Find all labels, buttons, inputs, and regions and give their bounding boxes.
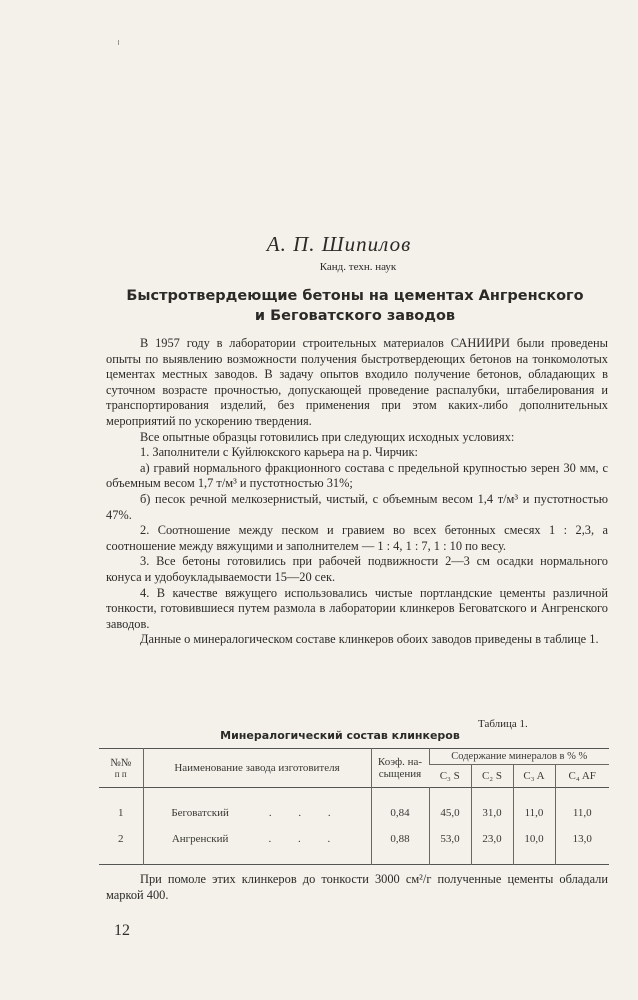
- paragraph-conditions: Все опытные образцы готовились при следующих исходных условиях:: [140, 429, 515, 444]
- paragraph-item-1b: б) песок речной мелкозернистый, чистый, с объемным весом 1,4 т/м³ и пустотностью 47%.: [106, 491, 608, 522]
- header-coefficient: Коэф. на- сыщения: [371, 749, 429, 788]
- header-c3s: C₃ S: [439, 770, 460, 782]
- plant-name: Беговатский: [171, 807, 229, 819]
- paragraph-item-4: 4. В качестве вяжущего использовались чистые портландские цементы различной тонкости, готовившиеся путем размола в лаборатории клинкеров Беговатского и Ангренского заводов.: [106, 585, 608, 631]
- paragraph-intro: В 1957 году в лаборатории строительных материалов САНИИРИ были проведены опыты по выявлению возможности получения быстротвердеющих бетонов на тонкомолотых цементах местных заводов. В задачу опытов входило получение бетонов, обладающих в суточном возрасте прочностью, допускающей проведение распалубки, штабелирования и транспортирования изделий, без применения при этом каких-либо дополнительных мероприятий по ускорению твердения.: [106, 336, 608, 428]
- paragraph-item-1a: а) гравий нормального фракционного состава с предельной крупностью зерен 30 мм, с объемным весом 1,7 т/м³ и пустотностью 31%;: [106, 460, 608, 491]
- header-number: №№ п п: [110, 757, 132, 779]
- author-name: А. П. Шипилов: [266, 232, 412, 256]
- title-line-1: Быстротвердеющие бетоны на цементах Ангренского: [126, 288, 584, 304]
- article-title: [100, 286, 610, 326]
- author-degree: Канд. техн. наук: [319, 261, 397, 273]
- closing-paragraph: При помоле этих клинкеров до тонкости 3000 см²/г полученные цементы обладали маркой 400.: [106, 872, 608, 902]
- clinker-mineral-table: [99, 748, 609, 865]
- table-title: Минералогический состав клинкеров: [220, 729, 460, 742]
- paragraph-item-3: 3. Все бетоны готовились при рабочей подвижности 2—3 см осадки нормального конуса и удобоукладываемости 15—20 сек.: [106, 554, 608, 584]
- paragraph-item-2: 2. Соотношение между песком и гравием во всех бетонных смесях 1 : 2,3, а соотношение между вяжущими и заполнителем — 1 : 4, 1 : 7, 1 : 10 по весу.: [106, 523, 608, 553]
- title-line-2: и Беговатского заводов: [254, 308, 456, 324]
- header-c3a: C₃ A: [513, 765, 555, 788]
- scan-mark: [118, 40, 119, 45]
- plant-name: Ангренский: [171, 833, 229, 845]
- table-row: 1 Беговатский . . . 0,84 45,0 31,0 11,0 11,0: [99, 800, 609, 826]
- article-body: [106, 336, 608, 648]
- paragraph-table-ref: Данные о минералогическом составе клинкеров обоих заводов приведены в таблице 1.: [140, 632, 599, 647]
- header-plant: Наименование завода изготовителя: [143, 749, 371, 788]
- table-row: 2 Ангренский . . . 0,88 53,0 23,0 10,0 13,0: [99, 826, 609, 852]
- page-number: 12: [114, 922, 130, 939]
- header-c4af: C₄ AF: [555, 765, 609, 788]
- table-number: Таблица 1.: [478, 718, 528, 730]
- header-mineral-content: Содержание минералов в % %: [429, 749, 609, 765]
- paragraph-item-1: 1. Заполнители с Куйлюкского карьера на р. Чирчик:: [140, 445, 418, 460]
- header-c2s: C₂ S: [471, 765, 513, 788]
